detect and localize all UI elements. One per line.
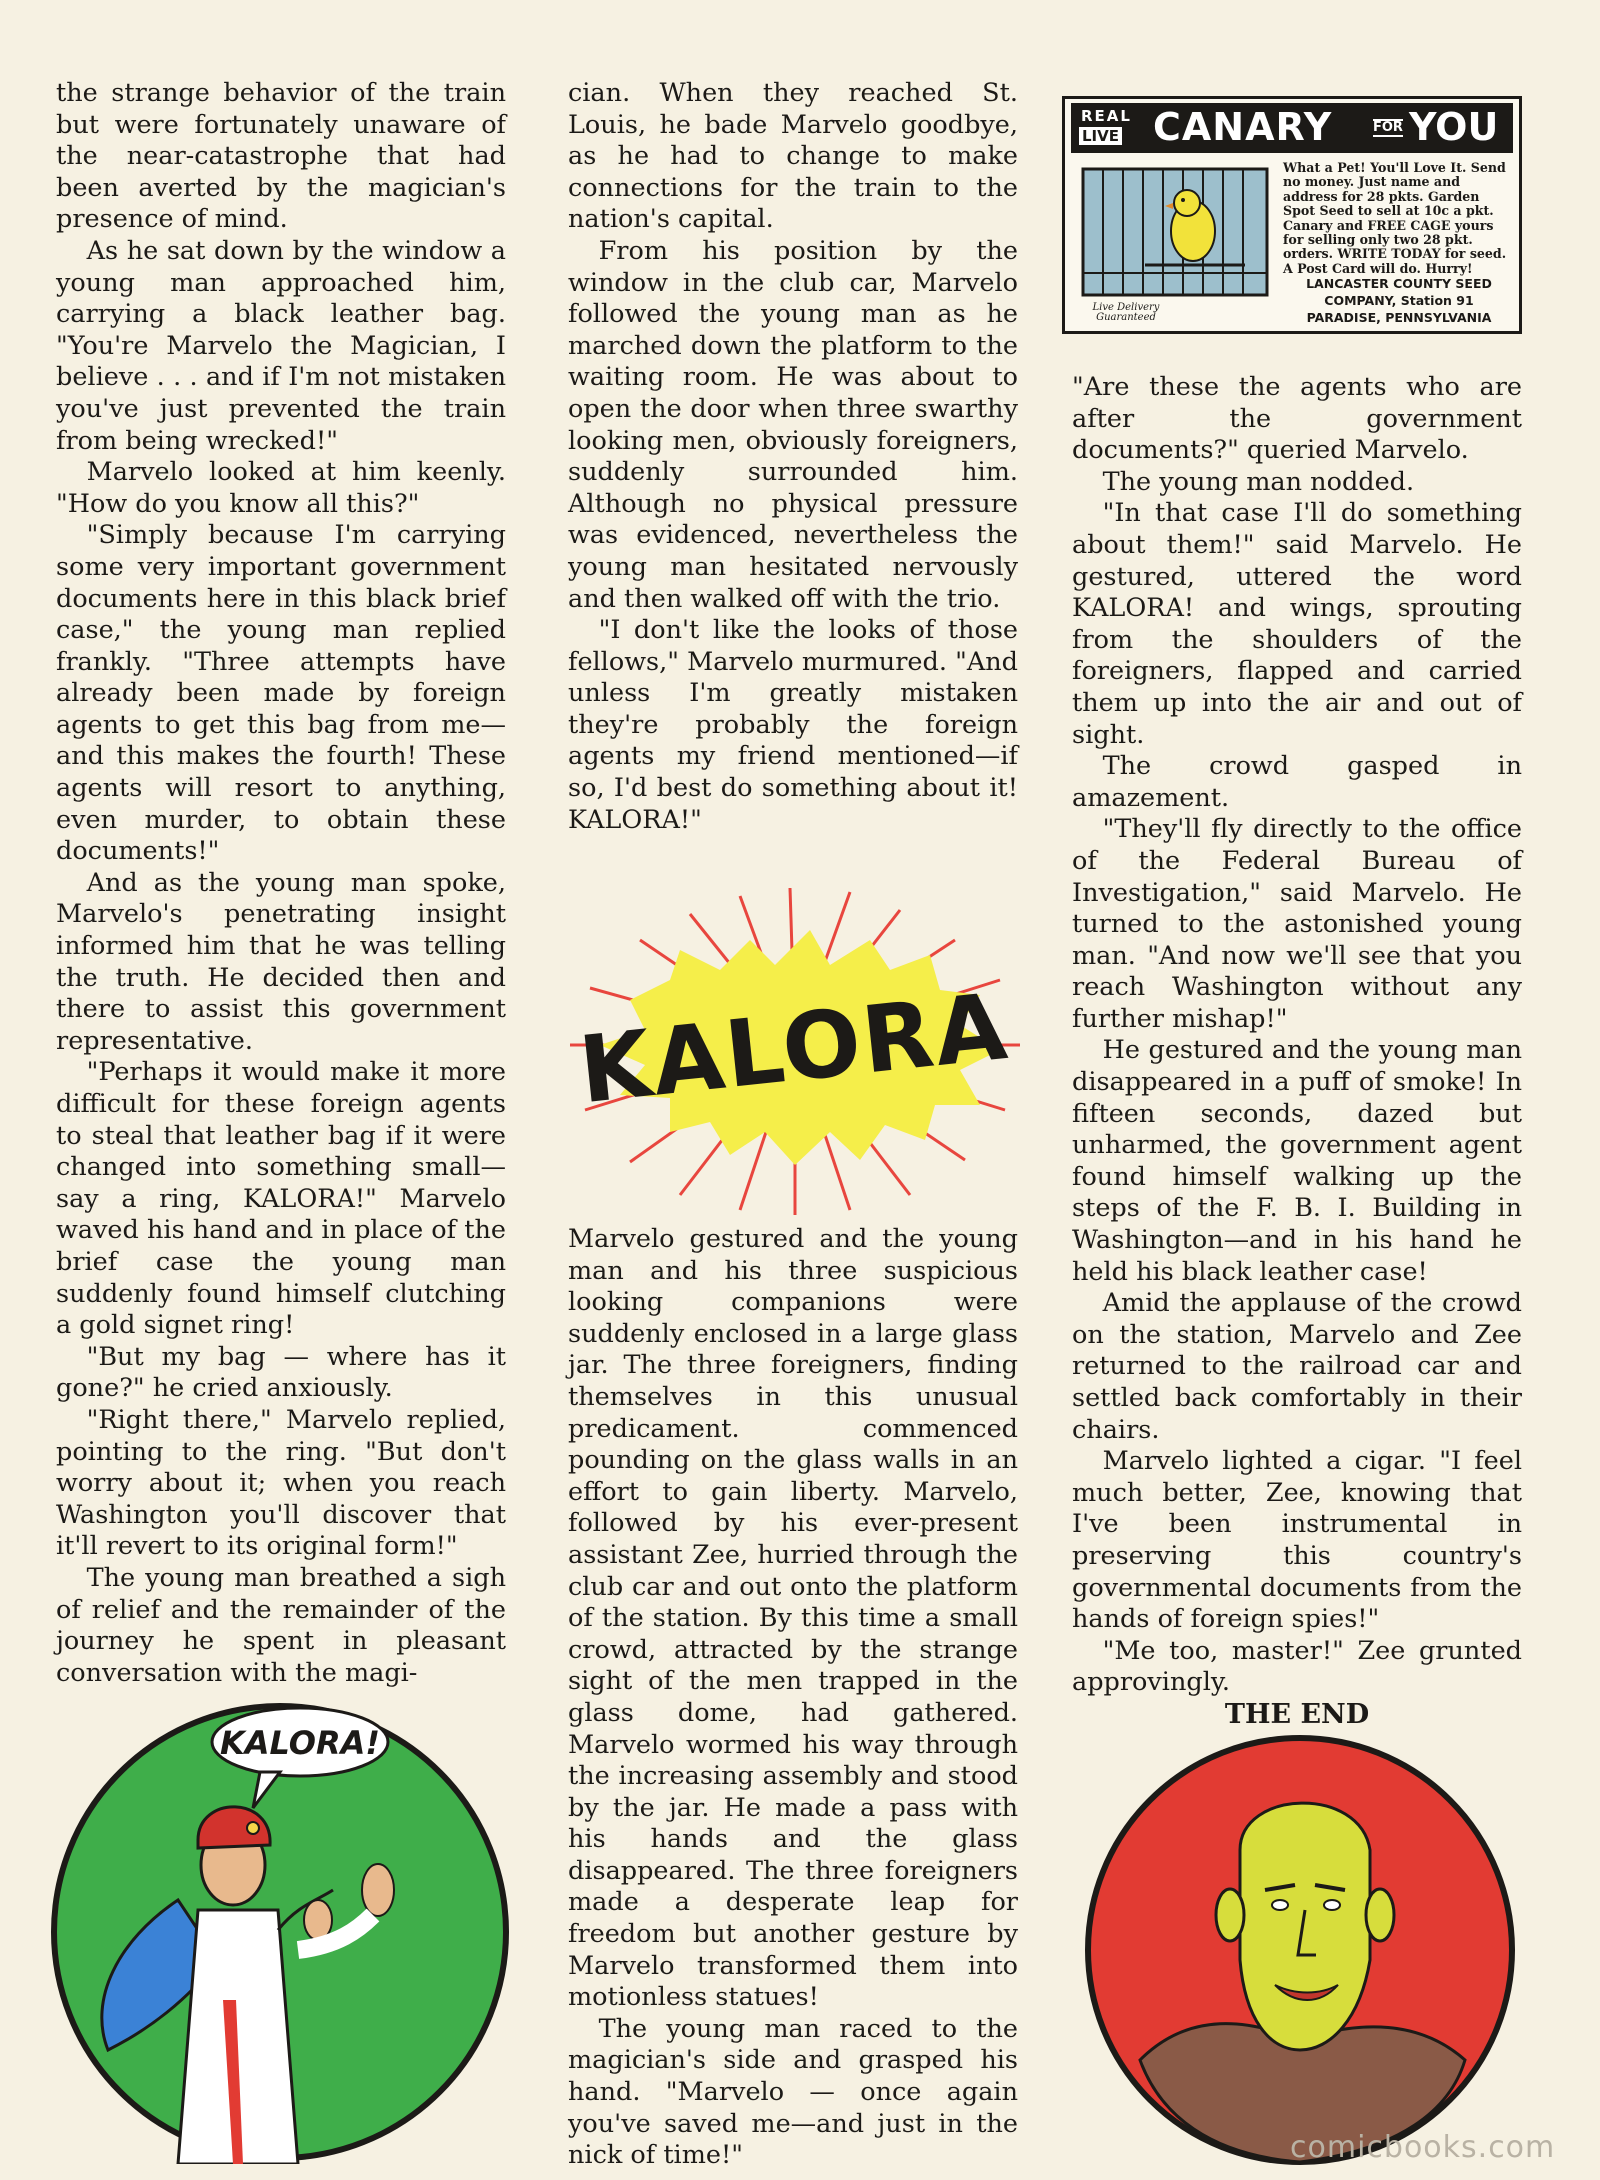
watermark: comicbooks.com xyxy=(1290,2130,1556,2165)
ad-delivery-note: Live Delivery Guaranteed xyxy=(1092,302,1160,323)
burst-text: KALORA xyxy=(574,972,1014,1125)
ad-company-line: LANCASTER COUNTY SEED xyxy=(1306,276,1492,291)
story-column-2-continued xyxy=(568,1224,1018,2172)
ad-header xyxy=(1071,103,1513,153)
marvelo-panel xyxy=(48,1700,512,2164)
story-column-2 xyxy=(568,78,1018,836)
story-column-3 xyxy=(1072,372,1522,1731)
ad-canary-label: CANARY xyxy=(1153,105,1333,149)
paragraph: The crowd gasped in amazement. xyxy=(1072,751,1522,813)
canary-advertisement xyxy=(1062,96,1522,334)
paragraph: Amid the applause of the crowd on the station, Marvelo and Zee returned to the railroad car and settled back comfortably in their chairs. xyxy=(1072,1288,1522,1445)
ad-company xyxy=(1283,275,1515,326)
ad-company-line: PARADISE, PENNSYLVANIA xyxy=(1306,310,1492,325)
ad-live-label: LIVE xyxy=(1079,127,1122,145)
paragraph: "They'll fly directly to the office of the Federal Bureau of Investigation," said Marvelo. He turned to the astonished young man. "And now we'll see that you reach Washington without any further mishap!" xyxy=(1072,814,1522,1034)
paragraph: The young man nodded. xyxy=(1102,466,1415,497)
paragraph: He gestured and the young man disappeared in a puff of smoke! In fifteen seconds, dazed but unharmed, the government agent found himself walking up the steps of the F. B. I. Building in Washington—and in his hand he held his black leather case! xyxy=(1072,1035,1522,1287)
paragraph: "Simply because I'm carrying some very important government documents here in this black brief case," the young man replied frankly. "Three attempts have already been made by foreign agents to get this bag from me—and this makes the fourth! These agents will resort to anything, even murder, to obtain these documents!" xyxy=(56,520,506,867)
zee-panel xyxy=(1070,1730,1530,2170)
paragraph: "But my bag — where has it gone?" he cried anxiously. xyxy=(56,1341,506,1404)
paragraph: Marvelo looked at him keenly. "How do you know all this?" xyxy=(56,457,506,519)
paragraph: The young man breathed a sigh of relief and the remainder of the journey he spent in pleasant conversation with the magi- xyxy=(56,1562,506,1688)
paragraph: "Perhaps it would make it more difficult for these foreign agents to steal that leather bag if it were changed into something small—say a ring, KALORA!" Marvelo waved his hand and in place of the brief case the young man suddenly found himself clutching a gold signet ring! xyxy=(56,1057,506,1341)
paragraph: Marvelo lighted a cigar. "I feel much better, Zee, knowing that I've been instrumental in preserving this country's governmental documents from the hands of foreign spies!" xyxy=(1072,1446,1522,1635)
speech-bubble-text: KALORA! xyxy=(219,1724,381,1762)
bird-cage-illustration xyxy=(1075,161,1275,303)
paragraph: And as the young man spoke, Marvelo's penetrating insight informed him that he was telling the truth. He decided then and there to assist this government representative. xyxy=(56,867,506,1056)
paragraph: cian. When they reached St. Louis, he bade Marvelo goodbye, as he had to change to make connections for the train to the nation's capital. xyxy=(568,78,1018,235)
paragraph: "I don't like the looks of those fellows," Marvelo murmured. "And unless I'm greatly mistaken they're probably the foreign agents my friend mentioned—if so, I'd best do something about it! KALORA!" xyxy=(568,615,1018,835)
paragraph: From his position by the window in the club car, Marvelo followed the young man as he marched down the platform to the waiting room. He was about to open the door when three swarthy looking men, obviously foreigners, suddenly surrounded him. Although no physical pressure was evidenced, nevertheless the young man hesitated nervously and then walked off with the trio. xyxy=(568,235,1018,614)
ad-company-line: COMPANY, Station 91 xyxy=(1324,293,1474,308)
story-column-1 xyxy=(56,78,506,1689)
ad-real-label: REAL xyxy=(1081,107,1132,125)
zee-face xyxy=(1240,1803,1370,2050)
kalora-burst-illustration xyxy=(560,870,1030,1220)
end-title: THE END xyxy=(1224,1698,1370,1730)
paragraph: The young man raced to the magician's side and grasped his hand. "Marvelo — once again you've saved me—and just in the nick of time!" xyxy=(568,2013,1018,2171)
paragraph: "Right there," Marvelo replied, pointing to the ring. "But don't worry about it; when you reach Washington you'll discover that it'll revert to its original form!" xyxy=(56,1404,506,1562)
ad-you-label: YOU xyxy=(1409,105,1499,149)
ad-blurb: What a Pet! You'll Love It. Send no money. Just name and address for 28 pkts. Garden Spot Seed to sell at 10c a pkt. Canary and FREE CAGE yours for selling only two 28 pkt. orders. WRITE TODAY for seed. A Post Card will do. Hurry! xyxy=(1283,160,1507,276)
paragraph: the strange behavior of the train but were fortunately unaware of the near-catastrophe that had been averted by the magician's presence of mind. xyxy=(56,78,506,235)
paragraph: "In that case I'll do something about them!" said Marvelo. He gestured, uttered the word KALORA! and wings, sprouting from the shoulders of the foreigners, flapped and carried them up into the air and out of sight. xyxy=(1072,498,1522,750)
paragraph: Marvelo gestured and the young man and his three suspicious looking companions were suddenly enclosed in a large glass jar. The three foreigners, finding themselves in this unusual predicament. commenced pounding on the glass walls in an effort to gain liberty. Marvelo, followed by his ever-present assistant Zee, hurried through the club car and out onto the platform of the station. By this time a small crowd, attracted by the strange sight of the men trapped in the glass dome, had gathered. Marvelo wormed his way through the increasing assembly and stood by the jar. He made a pass with his hands and the glass disappeared. The three foreigners made a desperate leap for freedom but another gesture by Marvelo transformed them into motionless statues! xyxy=(568,1224,1018,2013)
ad-for-label: FOR xyxy=(1373,120,1403,135)
paragraph: As he sat down by the window a young man approached him, carrying a black leather bag. "You're Marvelo the Magician, I believe . . . and if I'm not mistaken you've just prevented the train from being wrecked!" xyxy=(56,235,506,456)
paragraph: "Me too, master!" Zee grunted approvingly. xyxy=(1072,1635,1522,1698)
paragraph: "Are these the agents who are after the government documents?" queried Marvelo. xyxy=(1072,372,1522,466)
